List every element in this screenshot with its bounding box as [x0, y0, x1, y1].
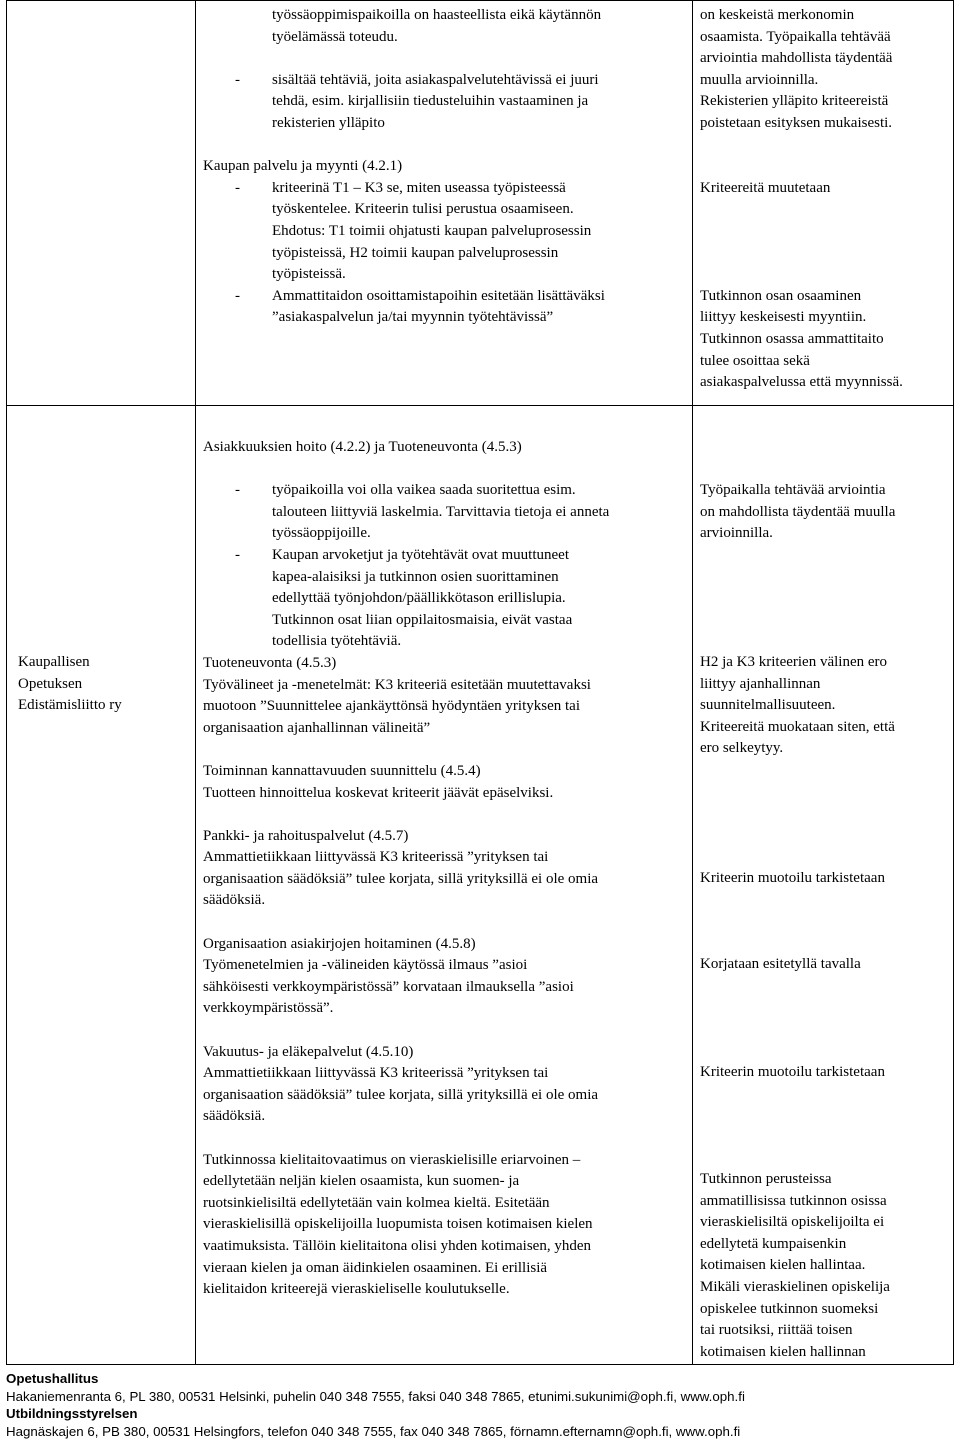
- row2-right-r6: [700, 1169, 952, 1363]
- text-line: tulee osoittaa sekä: [700, 352, 810, 369]
- table-left-border: [6, 0, 7, 1365]
- table-bottom-border: [6, 1364, 954, 1365]
- table-right-border: [953, 0, 954, 1365]
- text-line: Mikäli vieraskielinen opiskelija: [700, 1278, 890, 1295]
- text-line: Kriteereitä muokataan siten, että: [700, 718, 895, 735]
- text-line: säädöksiä.: [203, 1108, 266, 1125]
- footer-org-fi: Opetushallitus: [6, 1371, 99, 1386]
- text-line: suunnitelmallisuuteen.: [700, 697, 836, 714]
- text-line: rekisterien ylläpito: [272, 114, 385, 131]
- row-divider: [6, 405, 954, 406]
- text-line: on mahdollista täydentää muulla: [700, 503, 896, 520]
- organization-name-line: Edistämisliitto ry: [18, 697, 122, 714]
- row2-item-2: [203, 545, 689, 653]
- row1-right-block-1: [700, 5, 952, 135]
- text-line: kielitaidon kriteerejä vieraskieliselle koulutukselle.: [203, 1281, 510, 1298]
- text-line: poistetaan esityksen mukaisesti.: [700, 114, 893, 131]
- row2-block-toiminnan: [203, 761, 689, 804]
- text-line: liittyy keskeisesti myyntiin.: [700, 309, 867, 326]
- text-line: edellytetään neljän kielen osaamista, kun suomen- ja: [203, 1173, 520, 1190]
- text-line: Tutkinnossa kielitaitovaatimus on vieraskielisille eriarvoinen –: [203, 1151, 581, 1168]
- text-line: työpisteissä, H2 toimii kaupan palveluprosessin: [272, 244, 559, 261]
- text-line: liittyy ajanhallinnan: [700, 675, 821, 692]
- text-line: verkkoympäristössä”.: [203, 1000, 334, 1017]
- text-line: Vakuutus- ja eläkepalvelut (4.5.10): [203, 1043, 414, 1060]
- text-line: kapea-alaisiksi ja tutkinnon osien suorittaminen: [272, 568, 559, 585]
- text-line: edellytetä kumpaisenkin: [700, 1235, 847, 1252]
- text-line: on keskeistä merkonomin: [700, 7, 855, 23]
- text-line: Ammattietiikkaan liittyvässä K3 kriteerissä ”yrityksen tai: [203, 1065, 549, 1082]
- text-line: Kriteerin muotoilu tarkistetaan: [700, 1064, 885, 1080]
- text-line: organisaation säädöksiä” tulee korjata, sillä yrityksillä ei ole omia: [203, 870, 599, 887]
- text-line: kotimaisen kielen hallinnan: [700, 1343, 866, 1360]
- table-top-border: [6, 0, 954, 1]
- text-line: ruotsinkielisiltä edellytetään vain kolmea kieltä. Esitetään: [203, 1194, 550, 1211]
- text-line: muotoon ”Suunnittelee ajankäyttönsä hyödyntäen yrityksen tai: [203, 698, 580, 715]
- dash-bullet: -: [235, 482, 240, 499]
- section-heading: Asiakkuuksien hoito (4.2.2) ja Tuoteneuvonta (4.5.3): [203, 439, 522, 455]
- text-line: Korjataan esitetyllä tavalla: [700, 956, 861, 972]
- column-divider-1: [195, 0, 196, 1365]
- text-line: Ammattietiikkaan liittyvässä K3 kriteerissä ”yrityksen tai: [203, 849, 549, 866]
- text-line: todellisia työtehtäviä.: [272, 633, 402, 650]
- text-line: työssäoppijoille.: [272, 525, 371, 542]
- text-line: arvioinnilla.: [700, 525, 773, 542]
- row1-right-block-3: [700, 286, 952, 394]
- row1-heading-kaupan-palvelu: [203, 156, 689, 178]
- row1-item-4: [203, 286, 689, 329]
- text-line: työskentelee. Kriteerin tulisi perustua osaamiseen.: [272, 201, 574, 218]
- dash-bullet: -: [235, 179, 240, 196]
- text-line: Työmenetelmien ja -välineiden käytössä ilmaus ”asioi: [203, 957, 528, 974]
- text-line: työpaikoilla voi olla vaikea saada suoritettua esim.: [272, 482, 576, 499]
- text-line: Ammattitaidon osoittamistapoihin esitetään lisättäväksi: [272, 287, 605, 304]
- column-divider-2: [692, 0, 693, 1365]
- text-line: tai ruotsiksi, riittää toisen: [700, 1322, 853, 1339]
- text-line: muulla arvioinnilla.: [700, 71, 819, 88]
- text-line: sähköisesti verkkoympäristössä” korvataan ilmauksella ”asioi: [203, 978, 574, 995]
- dash-bullet: -: [235, 287, 240, 304]
- dash-bullet: -: [235, 71, 240, 88]
- footer-address-fi: Hakaniemenranta 6, PL 380, 00531 Helsinki, puhelin 040 348 7555, faksi 040 348 7865, etunimi.sukunimi@oph.fi, www.oph.fi: [6, 1388, 745, 1404]
- row2-right-r2: [700, 652, 952, 760]
- text-line: ”asiakaspalvelun ja/tai myynnin työtehtävissä”: [272, 309, 554, 326]
- page-footer: [6, 1370, 745, 1440]
- text-line: Kriteerin muotoilu tarkistetaan: [700, 870, 885, 886]
- text-line: työssäoppimispaikoilla on haasteellista eikä käytännön: [272, 7, 602, 23]
- text-line: edellyttää työnjohdon/päällikkötason erillislupia.: [272, 590, 566, 607]
- text-line: ero selkeytyy.: [700, 740, 784, 757]
- row1-right-cell: [700, 5, 952, 394]
- text-line: H2 ja K3 kriteerien välinen ero: [700, 654, 888, 670]
- row2-item-1: [203, 480, 689, 545]
- section-heading: Kaupan palvelu ja myynti (4.2.1): [203, 158, 403, 175]
- text-line: vieraskielisillä opiskelijoilla luopumista toisen kotimaisen kielen: [203, 1216, 593, 1233]
- organization-name-line: Kaupallisen: [18, 654, 90, 670]
- text-line: vieraskielisiltä opiskelijoilta ei: [700, 1214, 885, 1231]
- text-line: Tutkinnon osan osaaminen: [700, 287, 862, 304]
- row2-middle-cell: [203, 437, 689, 1301]
- text-line: asiakaspalvelussa että myynnissä.: [700, 374, 903, 391]
- text-line: talouteen liittyviä laskelmia. Tarvittavia tietoja ei anneta: [272, 503, 610, 520]
- text-line: Toiminnan kannattavuuden suunnittelu (4.5.4): [203, 762, 481, 779]
- text-line: Tutkinnon perusteissa: [700, 1171, 832, 1187]
- row2-block-organisaation: [203, 934, 689, 1020]
- organization-name-line: Opetuksen: [18, 675, 83, 692]
- row2-right-r4: [700, 954, 952, 976]
- text-line: työpisteissä.: [272, 266, 346, 283]
- row1-item-2: [203, 70, 689, 135]
- text-line: Pankki- ja rahoituspalvelut (4.5.7): [203, 827, 409, 844]
- text-line: Kriteereitä muutetaan: [700, 179, 831, 196]
- text-line: tehdä, esim. kirjallisiin tiedusteluihin vastaaminen ja: [272, 93, 589, 110]
- text-line: Tutkinnon osassa ammattitaito: [700, 330, 884, 347]
- text-line: Organisaation asiakirjojen hoitaminen (4.5.8): [203, 935, 476, 952]
- text-line: Työvälineet ja -menetelmät: K3 kriteeriä esitetään muutettavaksi: [203, 676, 591, 693]
- row2-block-kielitaito: [203, 1150, 689, 1301]
- row2-block-tuoteneuvonta: [203, 653, 689, 739]
- row2-heading: [203, 437, 689, 459]
- text-line: säädöksiä.: [203, 892, 266, 909]
- text-line: Tuoteneuvonta (4.5.3): [203, 654, 337, 671]
- text-line: Kaupan arvoketjut ja työtehtävät ovat muuttuneet: [272, 546, 569, 563]
- row2-block-vakuutus: [203, 1042, 689, 1128]
- row2-block-pankki: [203, 826, 689, 912]
- row1-item-3: [203, 178, 689, 286]
- row1-right-block-2: [700, 178, 952, 200]
- footer-org-sv: Utbildningsstyrelsen: [6, 1406, 138, 1422]
- row2-right-r5: [700, 1062, 952, 1084]
- dash-bullet: -: [235, 546, 240, 563]
- text-line: Työpaikalla tehtävää arviointia: [700, 482, 886, 498]
- text-line: ammatillisissa tutkinnon osissa: [700, 1192, 887, 1209]
- text-line: työelämässä toteudu.: [272, 28, 398, 45]
- text-line: Tutkinnon osat liian oppilaitosmaisia, eivät vastaa: [272, 611, 573, 628]
- footer-address-sv: Hagnäskajen 6, PB 380, 00531 Helsingfors, telefon 040 348 7555, fax 040 348 7865, förnamn.efternamn@oph.fi, www.oph.fi: [6, 1423, 741, 1439]
- text-line: vieraan kielen ja oman äidinkielen osaaminen. Ei erillisiä: [203, 1259, 548, 1276]
- text-line: osaamista. Työpaikalla tehtävää: [700, 28, 891, 45]
- text-line: arviointia mahdollista täydentää: [700, 50, 893, 67]
- text-line: Tuotteen hinnoittelua koskevat kriteerit jäävät epäselviksi.: [203, 784, 554, 801]
- text-line: kotimaisen kielen hallintaa.: [700, 1257, 866, 1274]
- text-line: sisältää tehtäviä, joita asiakaspalvelutehtävissä ei juuri: [272, 71, 599, 88]
- row2-right-r3: [700, 868, 952, 890]
- text-line: Rekisterien ylläpito kriteereistä: [700, 93, 889, 110]
- text-line: Ehdotus: T1 toimii ohjatusti kaupan palveluprosessin: [272, 222, 592, 239]
- text-line: opiskelee tutkinnon suomeksi: [700, 1300, 879, 1317]
- text-line: vaatimuksista. Tällöin kielitaitona olisi yhden kotimaisen, yhden: [203, 1237, 591, 1254]
- text-line: kriteerinä T1 – K3 se, miten useassa työpisteessä: [272, 179, 566, 196]
- text-line: organisaation ajanhallinnan välineitä”: [203, 719, 431, 736]
- row2-left-cell: [18, 652, 190, 717]
- row1-item-top-continued: [203, 5, 689, 48]
- row2-right-r1: [700, 480, 952, 545]
- text-line: organisaation säädöksiä” tulee korjata, sillä yrityksillä ei ole omia: [203, 1086, 599, 1103]
- row1-middle-cell: [203, 5, 689, 329]
